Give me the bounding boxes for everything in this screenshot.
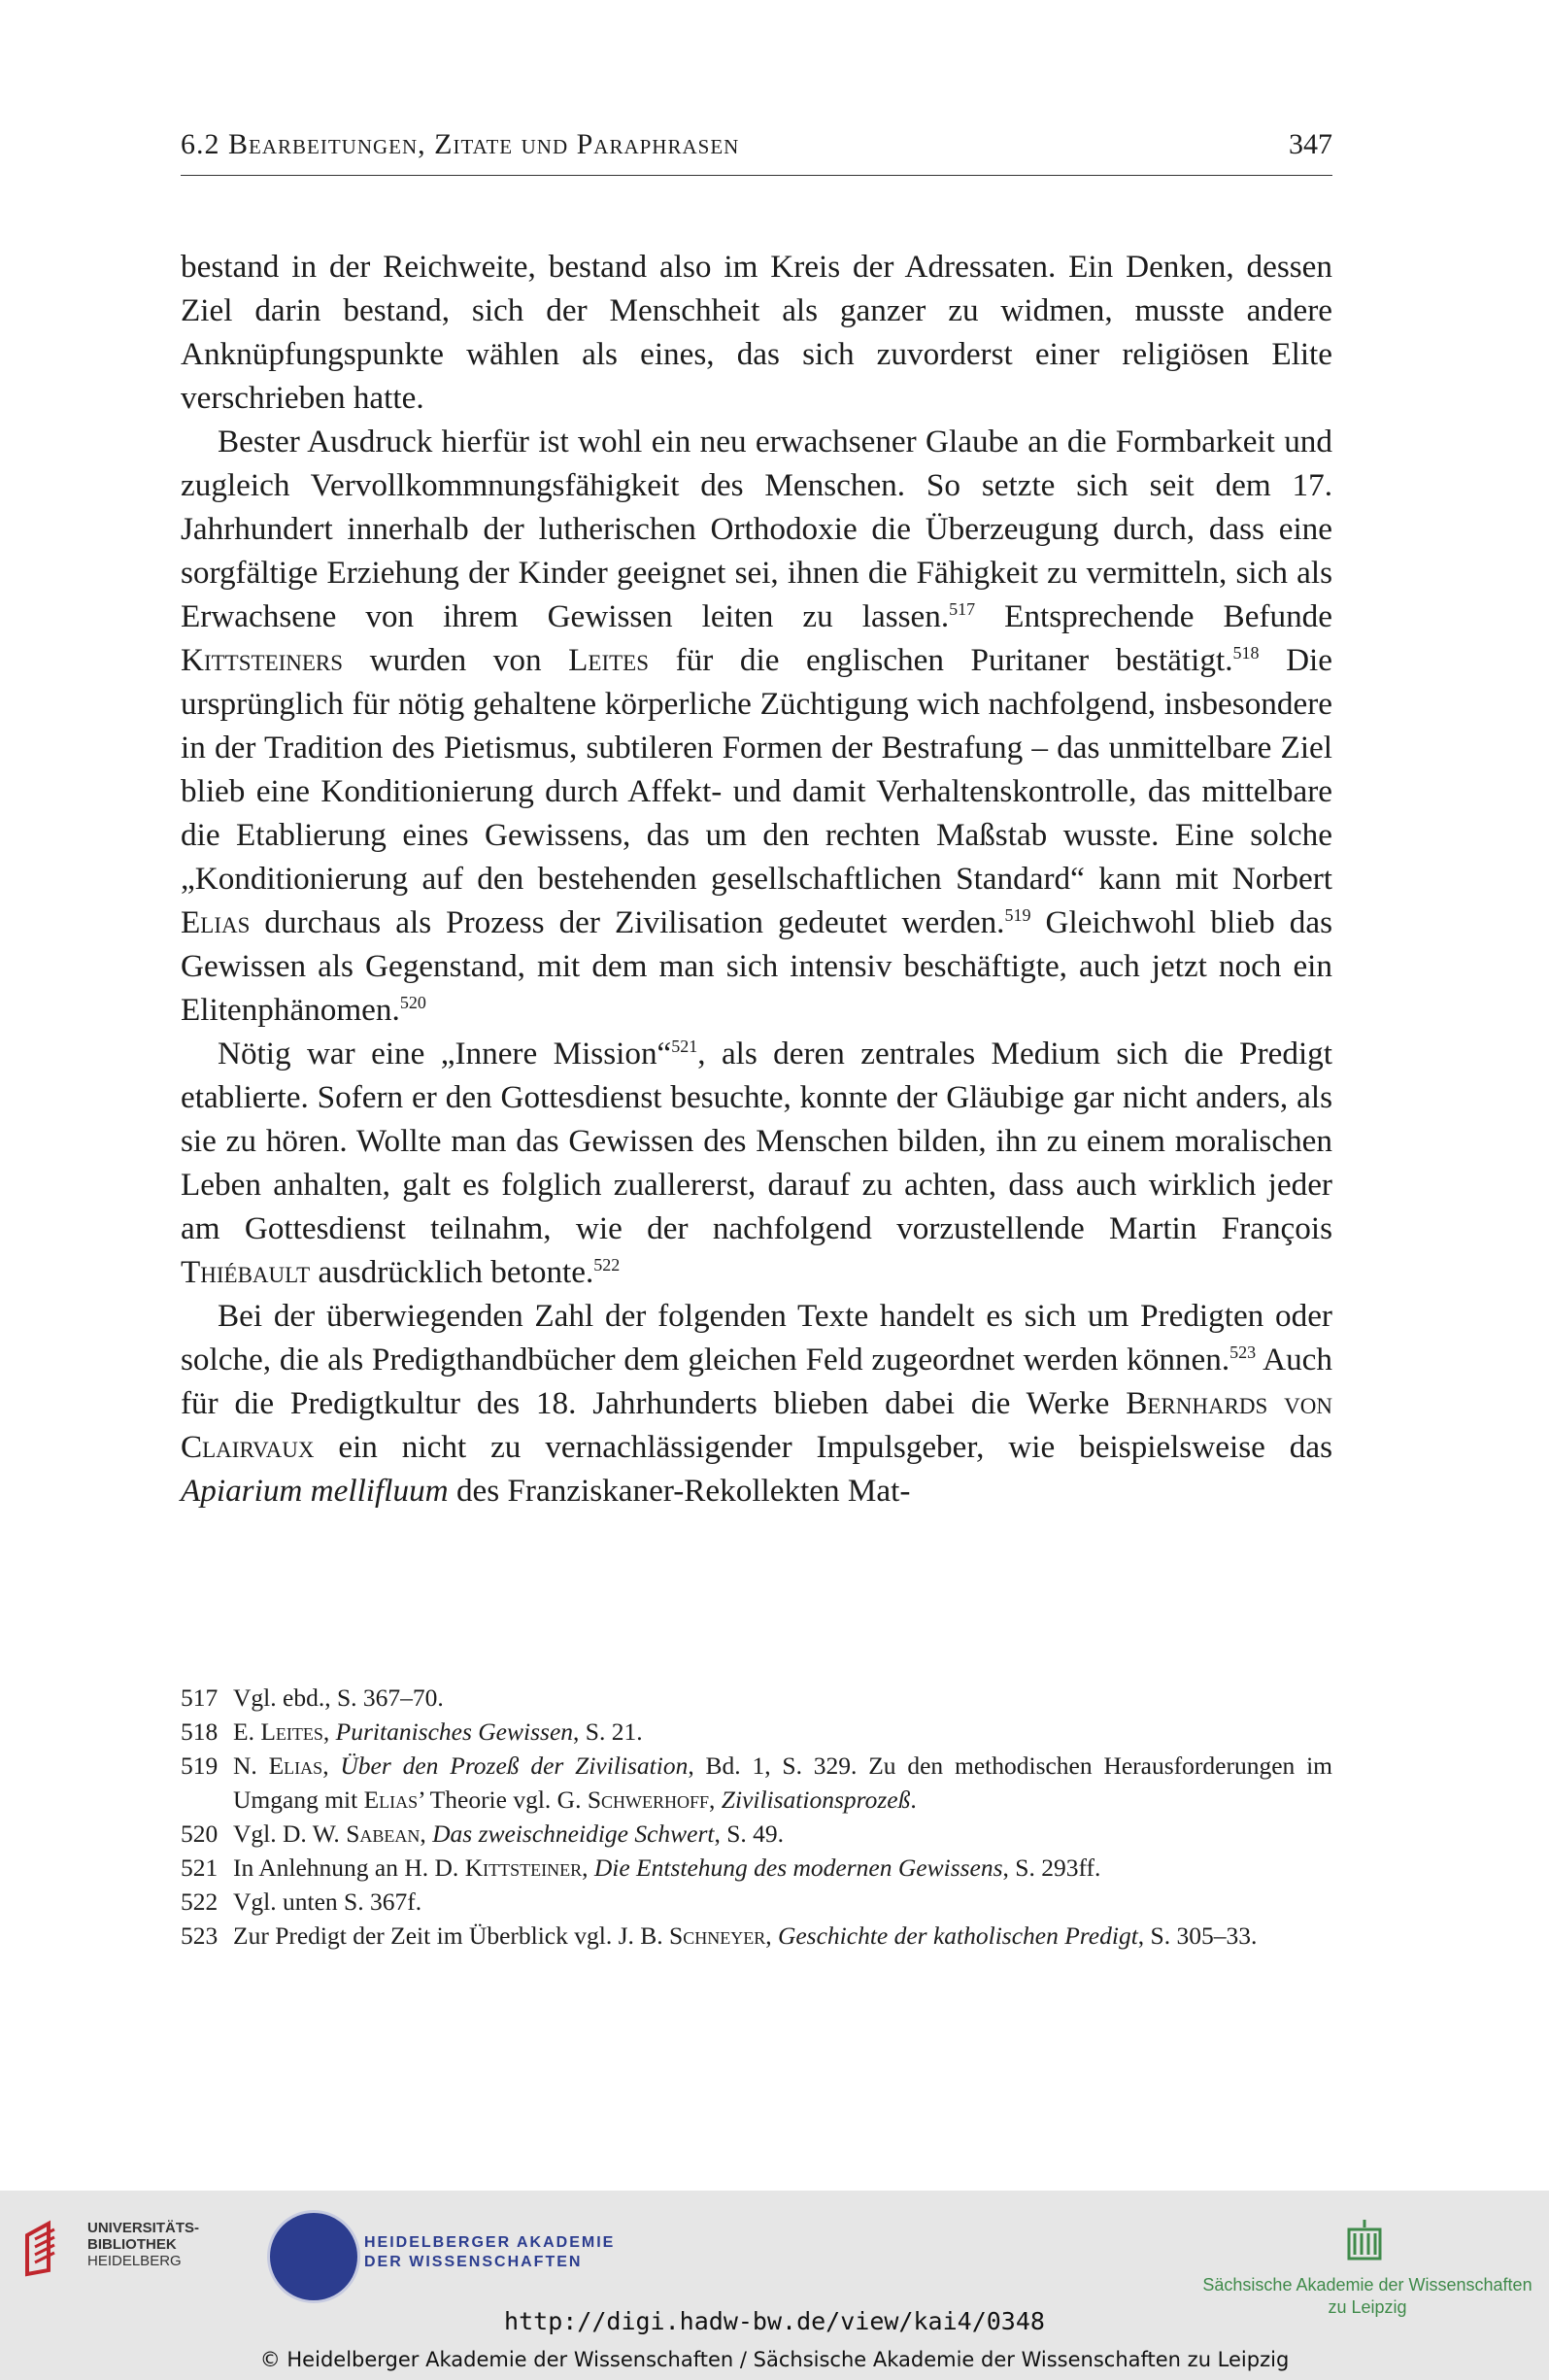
footnote-ref-517[interactable]: 517 bbox=[949, 598, 976, 619]
saw-leipzig-logo-icon bbox=[1345, 2218, 1384, 2261]
section-title: 6.2 Bearbeitungen, Zitate und Paraphrasen bbox=[181, 128, 740, 160]
author-name: Kittsteiners bbox=[181, 642, 344, 678]
paragraph-1: bestand in der Reichweite, bestand also im Kreis der Adressaten. Ein Denken, dessen Ziel darin bestand, sich der Menschheit als ganzer zu widmen, musste andere Anknüpfungspunkte wählen als eines, das sich zuvorderst einer religiösen Elite verschrieben hatte. bbox=[181, 249, 1332, 416]
footnote-519: 519 N. Elias, Über den Prozeß der Zivilisation, Bd. 1, S. 329. Zu den methodischen Herausforderungen im Umgang mit Elias’ Theorie vgl. G. Schwerhoff, Zivilisationsprozeß. bbox=[181, 1751, 1333, 1814]
author-name: Bernhards von Clairvaux bbox=[181, 1385, 1332, 1465]
footnote-517: 517 Vgl. ebd., S. 367–70. bbox=[181, 1683, 444, 1712]
footnote-521: 521 In Anlehnung an H. D. Kittsteiner, Die Entstehung des modernen Gewissens, S. 293ff. bbox=[181, 1853, 1101, 1882]
footnote-ref-523[interactable]: 523 bbox=[1229, 1342, 1257, 1362]
paragraph-3: Nötig war eine „Innere Mission“$^{521}$, als deren zentrales Medium sich die Predigt etablierte. Sofern er den Gottesdienst besuchte, konnte der Gläubige gar nicht anders, als sie zu hören. Wollte man das Gewissen des Menschen bilden, ihn zu einem moralischen Leben anhalten, galt es folglich zuallererst, darauf zu achten, dass auch wirklich jeder am Gottesdienst teilnahm, wie der nachfolgend vorzustellende Martin François Thiébault ausdrücklich betonte.$^{522}$ bbox=[181, 1036, 1332, 1290]
paragraph-2: Bester Ausdruck hierfür ist wohl ein neu erwachsener Glaube an die Formbarkeit und zugleich Vervollkommnungsfähigkeit des Menschen. So setzte sich seit dem 17. Jahrhundert innerhalb der lutherischen Orthodoxie die Überzeugung durch, dass eine sorgfältige Erziehung der Kinder geeignet sei, ihnen die Fähigkeit zu vermitteln, sich als Erwachsene von ihrem Gewissen leiten zu lassen.$^{517}$ Entsprechende Befunde Kittsteiners wurden von Leites für die englischen Puritaner bestätigt.$^{518}$ Die ursprünglich für nötig gehaltene körperliche Züchtigung wich nachfolgend, insbesondere in der Tradition des Pietismus, subtileren Formen der Bestrafung – das unmittelbare Ziel blieb eine Konditionierung durch Affekt- und damit Verhaltenskontrolle, das mittelbare die Etablierung eines Gewissens, das um den rechten Maßstab wusste. Eine solche „Konditionierung auf den bestehenden gesellschaftlichen Standard“ kann mit Norbert Elias durchaus als Prozess der Zivilisation gedeutet werden.$^{519}$ Gleichwohl blieb das Gewissen als Gegenstand, mit dem man sich intensiv beschäftigte, auch jetzt noch ein Elitenphänomen.$^{520}$ bbox=[181, 424, 1333, 1028]
footnote-520: 520 Vgl. D. W. Sabean, Das zweischneidige Schwert, S. 49. bbox=[181, 1819, 785, 1848]
author-name: Thiébault bbox=[181, 1254, 311, 1290]
footnote-522: 522 Vgl. unten S. 367f. bbox=[181, 1887, 422, 1916]
running-header bbox=[181, 128, 1332, 176]
body-text bbox=[181, 245, 1332, 1513]
ub-heidelberg-logo-icon bbox=[19, 2220, 78, 2278]
footnote-523: 523 Zur Predigt der Zeit im Überblick vgl. J. B. Schneyer, Geschichte der katholischen Predigt, S. 305–33. bbox=[181, 1921, 1258, 1950]
footnote-ref-521[interactable]: 521 bbox=[671, 1036, 698, 1056]
footnote-ref-519[interactable]: 519 bbox=[1004, 904, 1031, 925]
hadw-seal-icon bbox=[267, 2210, 360, 2303]
ub-heidelberg-label: UNIVERSITÄTS- BIBLIOTHEK HEIDELBERG bbox=[87, 2220, 200, 2269]
paragraph-4: Bei der überwiegenden Zahl der folgenden Texte handelt es sich um Predigten oder solche, die als Predigthandbücher dem gleichen Feld zugeordnet werden können.$^{523}$ Auch für die Predigtkultur des 18. Jahrhunderts blieben dabei die Werke Bernhards von Clairvaux ein nicht zu vernachlässigender Impulsgeber, wie beispielsweise das Apiarium mellifluum des Franziskaner-Rekollekten Mat- bbox=[181, 1298, 1332, 1509]
footnote-518: 518 E. Leites, Puritanisches Gewissen, S. 21. bbox=[181, 1717, 643, 1746]
author-name: Elias bbox=[181, 904, 251, 940]
footnote-ref-520[interactable]: 520 bbox=[399, 992, 426, 1012]
footnote-ref-518[interactable]: 518 bbox=[1232, 642, 1260, 663]
copyright-notice: © Heidelberger Akademie der Wissenschaften / Sächsische Akademie der Wissenschaften zu Leipzig bbox=[259, 2348, 1290, 2371]
digitization-footer bbox=[0, 2191, 1549, 2380]
footnotes bbox=[181, 1681, 1332, 1953]
saw-leipzig-label: Sächsische Akademie der Wissenschaften zu Leipzig bbox=[1202, 2275, 1532, 2317]
page-number: 347 bbox=[1289, 128, 1332, 160]
work-title: Apiarium mellifluum bbox=[181, 1473, 449, 1509]
author-name: Leites bbox=[568, 642, 650, 678]
hadw-label: HEIDELBERGER AKADEMIE DER WISSENSCHAFTEN bbox=[364, 2234, 616, 2270]
permalink-url[interactable]: http://digi.hadw-bw.de/view/kai4/0348 bbox=[504, 2307, 1045, 2335]
footnote-ref-522[interactable]: 522 bbox=[593, 1254, 621, 1275]
